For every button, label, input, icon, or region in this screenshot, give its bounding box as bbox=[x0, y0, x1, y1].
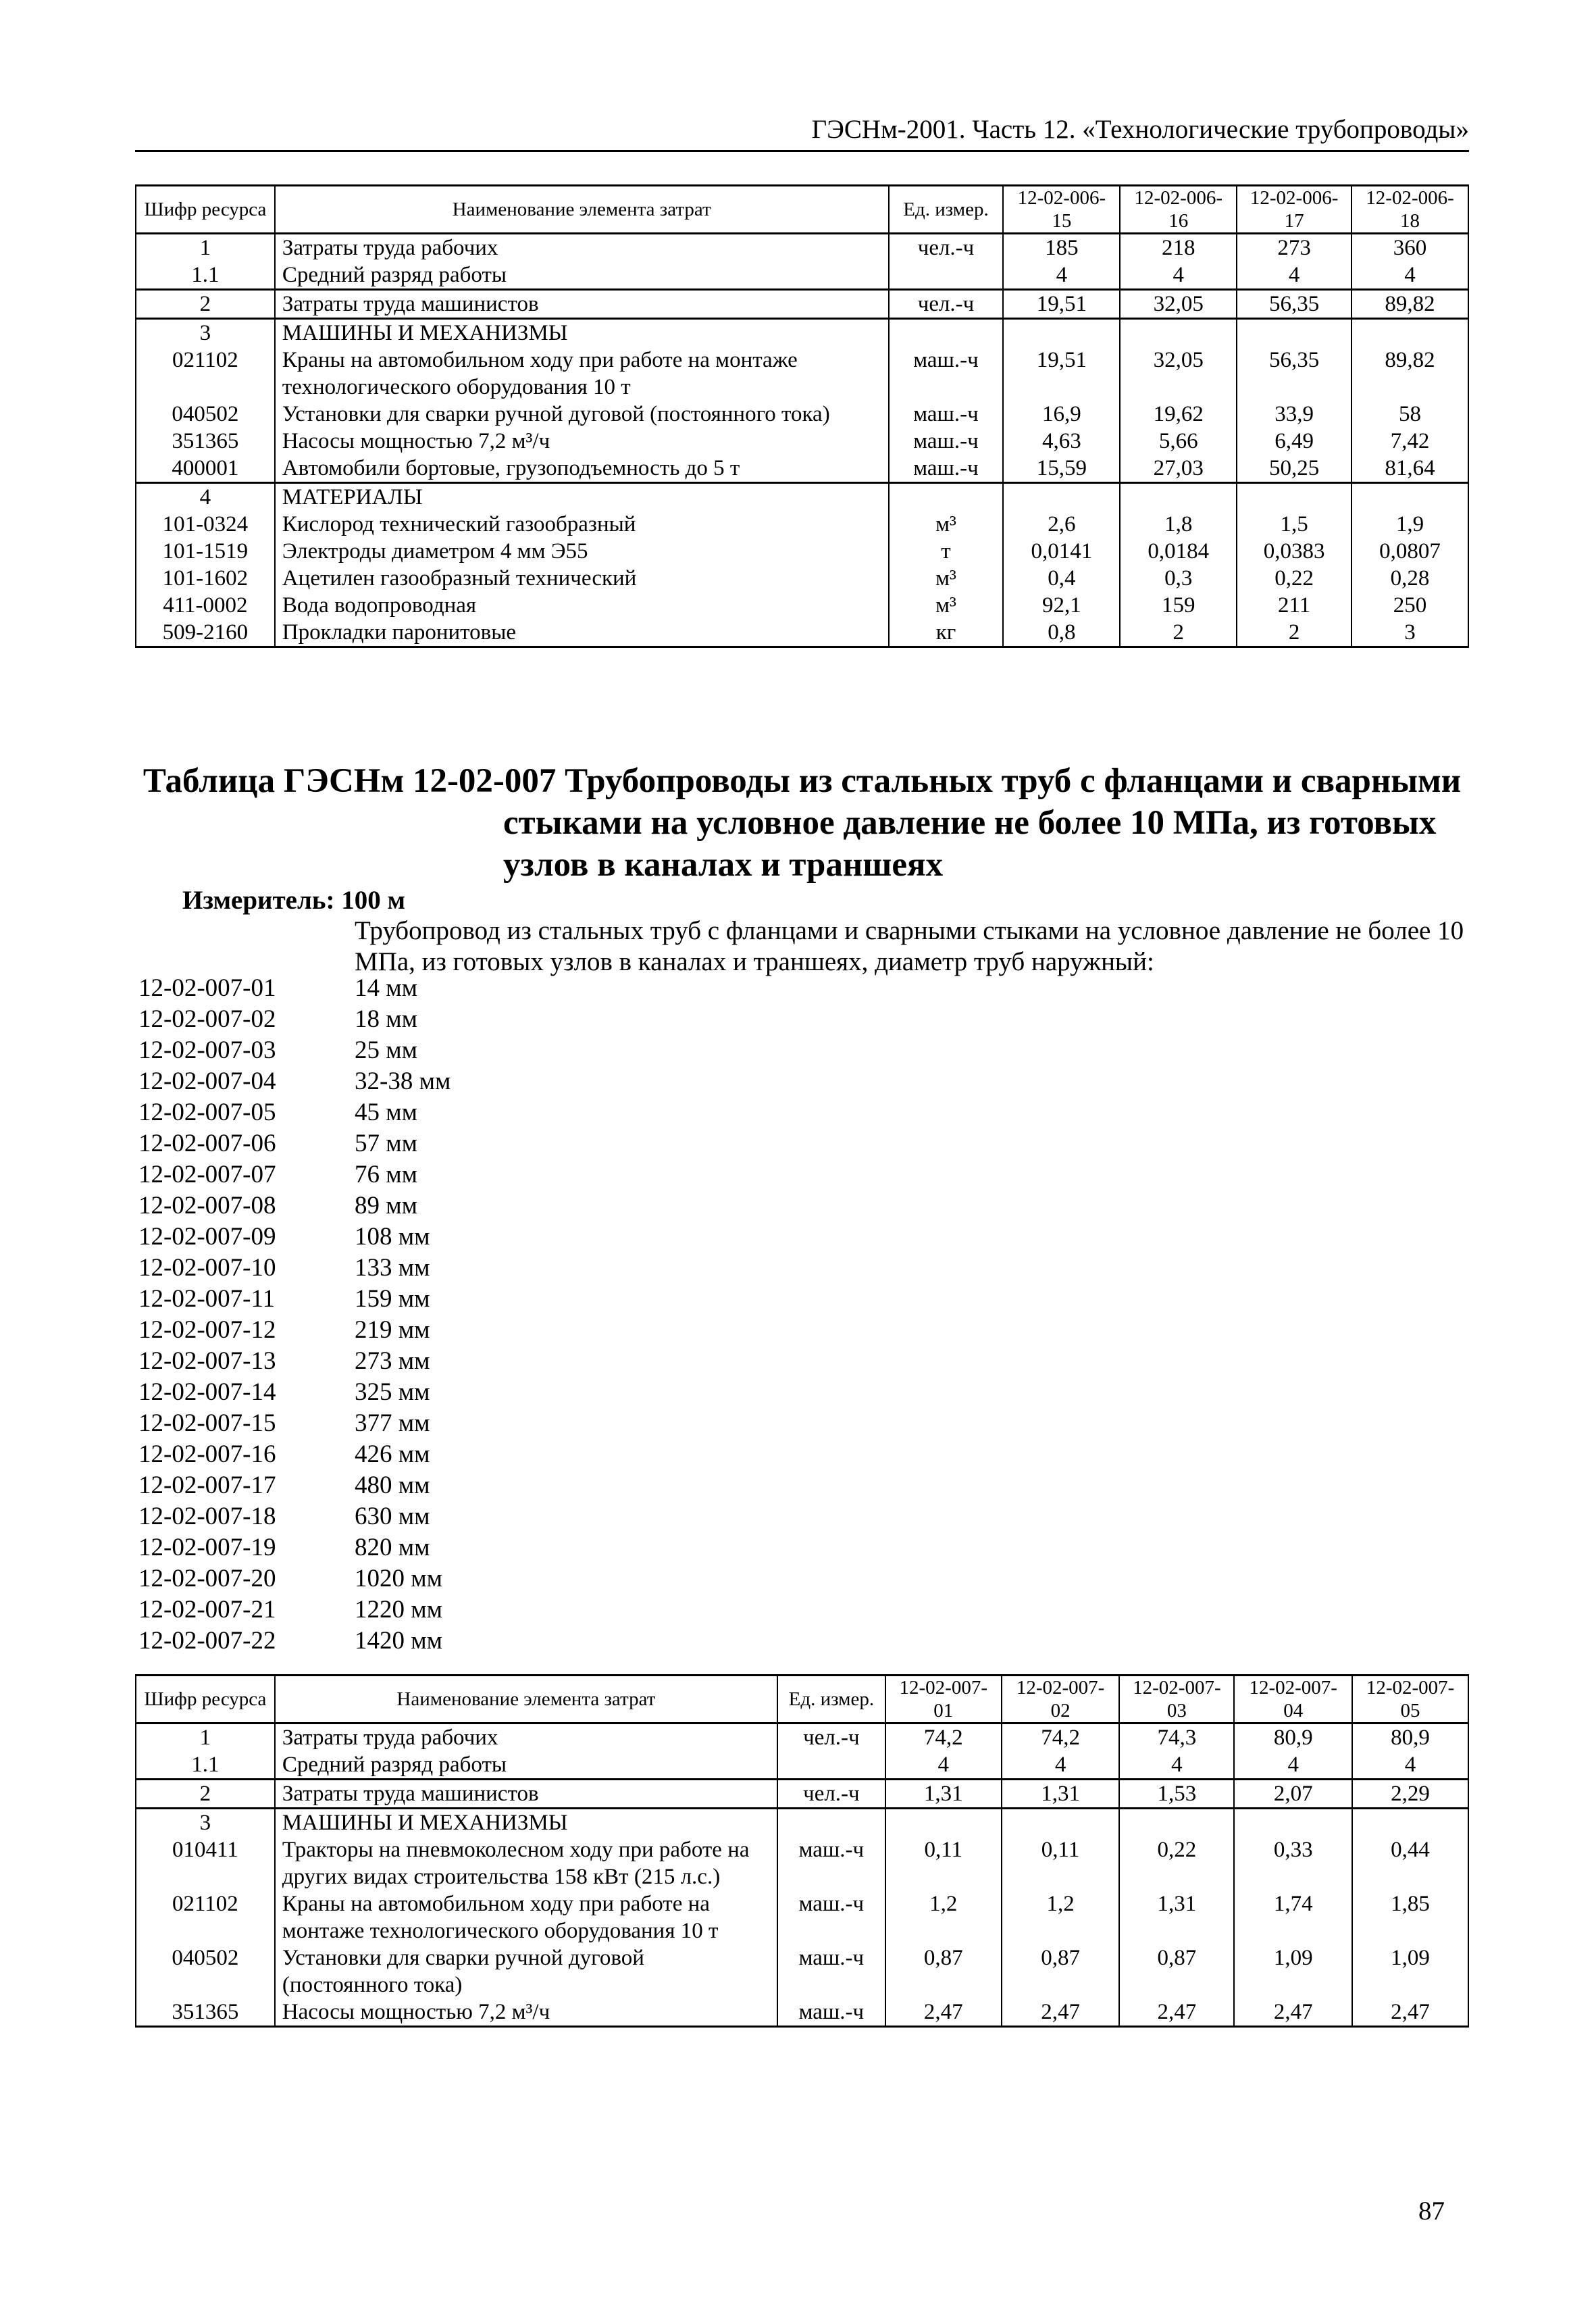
table-row bbox=[136, 1890, 1468, 1944]
resource-value: 81,64 bbox=[1352, 455, 1468, 483]
resource-value: 15,59 bbox=[1003, 455, 1120, 483]
resource-value: 4 bbox=[885, 1751, 1002, 1780]
list-item bbox=[138, 1626, 451, 1657]
header-col: 12-02-007-02 bbox=[1002, 1676, 1120, 1724]
title-line: узлов в каналах и траншеях bbox=[503, 846, 944, 884]
resource-value: 4 bbox=[1234, 1751, 1352, 1780]
resource-value: 92,1 bbox=[1003, 592, 1120, 619]
list-item bbox=[138, 1532, 451, 1563]
resource-code: 1.1 bbox=[136, 261, 275, 290]
resource-value: 250 bbox=[1352, 592, 1468, 619]
resource-value: 4 bbox=[1120, 261, 1237, 290]
resource-name: Затраты труда рабочих bbox=[275, 1724, 777, 1752]
resource-value: 2,6 bbox=[1003, 511, 1120, 538]
resource-code: 010411 bbox=[136, 1836, 275, 1890]
item-size: 76 мм bbox=[355, 1161, 418, 1188]
resource-value: 0,4 bbox=[1003, 565, 1120, 592]
item-size: 1020 мм bbox=[355, 1565, 443, 1592]
resource-name: Кислород технический газообразный bbox=[275, 511, 889, 538]
resource-value: 16,9 bbox=[1003, 401, 1120, 428]
resource-value: 0,87 bbox=[885, 1944, 1002, 1998]
list-item bbox=[138, 1470, 451, 1501]
item-size: 133 мм bbox=[355, 1254, 430, 1282]
resource-value bbox=[1003, 319, 1120, 347]
table-row bbox=[136, 1780, 1468, 1809]
resource-code: 101-1519 bbox=[136, 538, 275, 565]
item-code: 12-02-007-13 bbox=[138, 1347, 276, 1375]
resource-value: 19,51 bbox=[1003, 347, 1120, 401]
item-code: 12-02-007-02 bbox=[138, 1005, 276, 1033]
resource-unit: маш.-ч bbox=[889, 401, 1004, 428]
item-size: 108 мм bbox=[355, 1223, 430, 1251]
item-size: 219 мм bbox=[355, 1316, 430, 1344]
item-size: 89 мм bbox=[355, 1192, 418, 1219]
resource-value: 33,9 bbox=[1237, 401, 1352, 428]
table-row bbox=[136, 1809, 1468, 1837]
resource-value: 74,3 bbox=[1119, 1724, 1234, 1752]
meter-label: Измеритель: 100 м bbox=[182, 886, 406, 915]
resource-value: 4 bbox=[1002, 1751, 1120, 1780]
resource-code: 4 bbox=[136, 483, 275, 511]
resource-code: 101-0324 bbox=[136, 511, 275, 538]
resource-value: 0,0807 bbox=[1352, 538, 1468, 565]
item-code: 12-02-007-10 bbox=[138, 1254, 276, 1282]
header-col: 12-02-006-15 bbox=[1003, 186, 1120, 234]
list-item bbox=[138, 1284, 451, 1315]
item-code: 12-02-007-12 bbox=[138, 1316, 276, 1344]
resource-value: 1,5 bbox=[1237, 511, 1352, 538]
list-item bbox=[138, 1222, 451, 1253]
resource-unit: т bbox=[889, 538, 1004, 565]
resource-value: 2,47 bbox=[1119, 1998, 1234, 2027]
resource-value: 50,25 bbox=[1237, 455, 1352, 483]
resource-name: Насосы мощностью 7,2 м³/ч bbox=[275, 428, 889, 455]
resource-value: 4,63 bbox=[1003, 428, 1120, 455]
resource-value: 80,9 bbox=[1352, 1724, 1468, 1752]
table-row bbox=[136, 538, 1468, 565]
table-body bbox=[136, 1724, 1468, 2027]
resource-name: Средний разряд работы bbox=[275, 261, 889, 290]
list-item bbox=[138, 1594, 451, 1626]
list-item bbox=[138, 973, 451, 1004]
table-row bbox=[136, 1724, 1468, 1752]
resource-value: 74,2 bbox=[885, 1724, 1002, 1752]
resource-unit: м³ bbox=[889, 565, 1004, 592]
table-row bbox=[136, 234, 1468, 262]
table-row bbox=[136, 1944, 1468, 1998]
item-size: 1420 мм bbox=[355, 1627, 443, 1655]
resource-value: 19,51 bbox=[1003, 290, 1120, 319]
resource-table-006 bbox=[135, 184, 1469, 648]
resource-name: МАШИНЫ И МЕХАНИЗМЫ bbox=[275, 319, 889, 347]
list-item bbox=[138, 1159, 451, 1190]
header-col: 12-02-006-17 bbox=[1237, 186, 1352, 234]
resource-value: 4 bbox=[1352, 1751, 1468, 1780]
item-size: 630 мм bbox=[355, 1503, 430, 1530]
table-body bbox=[136, 234, 1468, 647]
item-code: 12-02-007-05 bbox=[138, 1099, 276, 1126]
list-item bbox=[138, 1190, 451, 1222]
item-code: 12-02-007-03 bbox=[138, 1036, 276, 1064]
item-size: 14 мм bbox=[355, 974, 418, 1002]
resource-value: 2 bbox=[1120, 619, 1237, 647]
item-code: 12-02-007-17 bbox=[138, 1472, 276, 1499]
resource-unit bbox=[889, 261, 1004, 290]
resource-name: Ацетилен газообразный технический bbox=[275, 565, 889, 592]
resource-value: 0,0141 bbox=[1003, 538, 1120, 565]
resource-unit bbox=[777, 1751, 885, 1780]
item-code: 12-02-007-01 bbox=[138, 974, 276, 1002]
resource-code: 351365 bbox=[136, 428, 275, 455]
resource-value: 0,22 bbox=[1119, 1836, 1234, 1890]
resource-unit: маш.-ч bbox=[889, 428, 1004, 455]
item-size: 426 мм bbox=[355, 1440, 430, 1468]
item-code: 12-02-007-08 bbox=[138, 1192, 276, 1219]
resource-value: 0,87 bbox=[1002, 1944, 1120, 1998]
table-row bbox=[136, 319, 1468, 347]
resource-value: 2,47 bbox=[885, 1998, 1002, 2027]
item-size: 820 мм bbox=[355, 1534, 430, 1561]
item-code: 12-02-007-22 bbox=[138, 1627, 276, 1655]
header-code: Шифр ресурса bbox=[136, 186, 275, 234]
resource-value: 0,3 bbox=[1120, 565, 1237, 592]
resource-value: 4 bbox=[1119, 1751, 1234, 1780]
header-rule bbox=[135, 150, 1469, 152]
resource-value: 89,82 bbox=[1352, 347, 1468, 401]
item-size: 45 мм bbox=[355, 1099, 418, 1126]
resource-value: 1,53 bbox=[1119, 1780, 1234, 1809]
resource-value: 2,47 bbox=[1352, 1998, 1468, 2027]
table-row bbox=[136, 401, 1468, 428]
item-code: 12-02-007-19 bbox=[138, 1534, 276, 1561]
resource-value: 32,05 bbox=[1120, 347, 1237, 401]
resource-value bbox=[1352, 483, 1468, 511]
item-code: 12-02-007-21 bbox=[138, 1596, 276, 1624]
table-row bbox=[136, 511, 1468, 538]
resource-unit bbox=[889, 483, 1004, 511]
table-row bbox=[136, 261, 1468, 290]
resource-value: 0,0184 bbox=[1120, 538, 1237, 565]
resource-value: 0,44 bbox=[1352, 1836, 1468, 1890]
resource-value bbox=[1119, 1809, 1234, 1837]
running-header: ГЭСНм-2001. Часть 12. «Технологические трубопроводы» bbox=[811, 115, 1469, 144]
resource-value: 1,2 bbox=[1002, 1890, 1120, 1944]
resource-value bbox=[1352, 319, 1468, 347]
header-code: Шифр ресурса bbox=[136, 1676, 275, 1724]
list-item bbox=[138, 1128, 451, 1159]
resource-unit: маш.-ч bbox=[777, 1836, 885, 1890]
resource-name: Средний разряд работы bbox=[275, 1751, 777, 1780]
item-size: 325 мм bbox=[355, 1378, 430, 1406]
list-item bbox=[138, 1346, 451, 1377]
item-size: 57 мм bbox=[355, 1130, 418, 1157]
title-line: Таблица ГЭСНм 12-02-007 Трубопроводы из стальных труб с фланцами и сварными bbox=[143, 762, 1462, 800]
resource-unit: чел.-ч bbox=[777, 1780, 885, 1809]
resource-value: 159 bbox=[1120, 592, 1237, 619]
table-row bbox=[136, 1836, 1468, 1890]
resource-name: Краны на автомобильном ходу при работе на монтаже технологического оборудования 10 т bbox=[275, 347, 889, 401]
resource-value: 1,09 bbox=[1352, 1944, 1468, 1998]
resource-unit: маш.-ч bbox=[777, 1998, 885, 2027]
table-row bbox=[136, 565, 1468, 592]
resource-name: Тракторы на пневмоколесном ходу при работе на других видах строительства 158 кВт (215 л.с.) bbox=[275, 1836, 777, 1890]
list-item bbox=[138, 1097, 451, 1128]
header-col: 12-02-006-18 bbox=[1352, 186, 1468, 234]
header-col: 12-02-007-03 bbox=[1119, 1676, 1234, 1724]
resource-name: МАТЕРИАЛЫ bbox=[275, 483, 889, 511]
resource-value: 0,11 bbox=[1002, 1836, 1120, 1890]
resource-value: 3 bbox=[1352, 619, 1468, 647]
resource-unit: маш.-ч bbox=[777, 1890, 885, 1944]
resource-code: 2 bbox=[136, 290, 275, 319]
list-item bbox=[138, 1563, 451, 1594]
header-col: 12-02-007-04 bbox=[1234, 1676, 1352, 1724]
resource-value: 4 bbox=[1352, 261, 1468, 290]
header-unit: Ед. измер. bbox=[777, 1676, 885, 1724]
resource-code: 040502 bbox=[136, 1944, 275, 1998]
resource-value: 1,31 bbox=[1119, 1890, 1234, 1944]
resource-value bbox=[1120, 483, 1237, 511]
resource-unit: м³ bbox=[889, 511, 1004, 538]
table-row bbox=[136, 483, 1468, 511]
item-code: 12-02-007-11 bbox=[138, 1285, 276, 1313]
item-code: 12-02-007-04 bbox=[138, 1067, 276, 1095]
resource-value: 1,74 bbox=[1234, 1890, 1352, 1944]
resource-code: 1 bbox=[136, 234, 275, 262]
resource-value: 80,9 bbox=[1234, 1724, 1352, 1752]
header-name: Наименование элемента затрат bbox=[275, 1676, 777, 1724]
resource-value: 32,05 bbox=[1120, 290, 1237, 319]
item-code: 12-02-007-18 bbox=[138, 1503, 276, 1530]
resource-table-007 bbox=[135, 1674, 1469, 2028]
resource-unit bbox=[889, 319, 1004, 347]
list-item bbox=[138, 1439, 451, 1470]
item-size: 1220 мм bbox=[355, 1596, 443, 1624]
resource-value: 2,07 bbox=[1234, 1780, 1352, 1809]
table-row bbox=[136, 455, 1468, 483]
item-size: 377 мм bbox=[355, 1409, 430, 1437]
item-code: 12-02-007-07 bbox=[138, 1161, 276, 1188]
resource-code: 040502 bbox=[136, 401, 275, 428]
resource-value: 89,82 bbox=[1352, 290, 1468, 319]
resource-value bbox=[885, 1809, 1002, 1837]
table-row bbox=[136, 428, 1468, 455]
resource-name: Автомобили бортовые, грузоподъемность до 5 т bbox=[275, 455, 889, 483]
header-col: 12-02-006-16 bbox=[1120, 186, 1237, 234]
resource-value: 27,03 bbox=[1120, 455, 1237, 483]
resource-value: 2,47 bbox=[1234, 1998, 1352, 2027]
resource-name: МАШИНЫ И МЕХАНИЗМЫ bbox=[275, 1809, 777, 1837]
resource-value: 56,35 bbox=[1237, 290, 1352, 319]
list-item bbox=[138, 1377, 451, 1408]
list-item bbox=[138, 1315, 451, 1346]
resource-code: 021102 bbox=[136, 1890, 275, 1944]
table-row bbox=[136, 347, 1468, 401]
item-code: 12-02-007-15 bbox=[138, 1409, 276, 1437]
resource-value: 6,49 bbox=[1237, 428, 1352, 455]
resource-value: 0,0383 bbox=[1237, 538, 1352, 565]
table-title bbox=[135, 760, 1469, 886]
item-code: 12-02-007-16 bbox=[138, 1440, 276, 1468]
resource-value: 0,28 bbox=[1352, 565, 1468, 592]
table-row bbox=[136, 1998, 1468, 2027]
header-name: Наименование элемента затрат bbox=[275, 186, 889, 234]
item-code: 12-02-007-06 bbox=[138, 1130, 276, 1157]
item-code: 12-02-007-20 bbox=[138, 1565, 276, 1592]
resource-unit: маш.-ч bbox=[889, 347, 1004, 401]
list-item bbox=[138, 1501, 451, 1532]
resource-code: 2 bbox=[136, 1780, 275, 1809]
item-size: 480 мм bbox=[355, 1472, 430, 1499]
resource-value: 2 bbox=[1237, 619, 1352, 647]
resource-value: 0,8 bbox=[1003, 619, 1120, 647]
resource-value bbox=[1234, 1809, 1352, 1837]
resource-value: 58 bbox=[1352, 401, 1468, 428]
resource-unit: чел.-ч bbox=[889, 234, 1004, 262]
resource-unit: кг bbox=[889, 619, 1004, 647]
item-size: 159 мм bbox=[355, 1285, 430, 1313]
resource-code: 021102 bbox=[136, 347, 275, 401]
resource-value: 1,2 bbox=[885, 1890, 1002, 1944]
resource-name: Затраты труда машинистов bbox=[275, 1780, 777, 1809]
resource-name: Установки для сварки ручной дуговой (постоянного тока) bbox=[275, 1944, 777, 1998]
header-unit: Ед. измер. bbox=[889, 186, 1004, 234]
resource-unit: м³ bbox=[889, 592, 1004, 619]
table-row bbox=[136, 1751, 1468, 1780]
resource-code: 351365 bbox=[136, 1998, 275, 2027]
resource-value: 5,66 bbox=[1120, 428, 1237, 455]
resource-value: 4 bbox=[1003, 261, 1120, 290]
table-row bbox=[136, 290, 1468, 319]
resource-code: 3 bbox=[136, 1809, 275, 1837]
title-line: стыками на условное давление не более 10 МПа, из готовых bbox=[503, 804, 1437, 842]
resource-value: 211 bbox=[1237, 592, 1352, 619]
resource-value bbox=[1120, 319, 1237, 347]
item-size: 25 мм bbox=[355, 1036, 418, 1064]
item-code: 12-02-007-09 bbox=[138, 1223, 276, 1251]
resource-value bbox=[1002, 1809, 1120, 1837]
resource-value: 0,87 bbox=[1119, 1944, 1234, 1998]
resource-unit: маш.-ч bbox=[889, 455, 1004, 483]
resource-value: 56,35 bbox=[1237, 347, 1352, 401]
resource-name: Затраты труда машинистов bbox=[275, 290, 889, 319]
list-item bbox=[138, 1253, 451, 1284]
header-col: 12-02-007-05 bbox=[1352, 1676, 1468, 1724]
resource-value: 1,31 bbox=[1002, 1780, 1120, 1809]
resource-value bbox=[1352, 1809, 1468, 1837]
resource-value: 0,22 bbox=[1237, 565, 1352, 592]
resource-value: 1,85 bbox=[1352, 1890, 1468, 1944]
page-number: 87 bbox=[1418, 2196, 1445, 2225]
resource-name: Прокладки паронитовые bbox=[275, 619, 889, 647]
table-row bbox=[136, 592, 1468, 619]
resource-value: 19,62 bbox=[1120, 401, 1237, 428]
resource-value: 185 bbox=[1003, 234, 1120, 262]
resource-value: 0,33 bbox=[1234, 1836, 1352, 1890]
resource-value bbox=[1237, 319, 1352, 347]
item-size: 273 мм bbox=[355, 1347, 430, 1375]
resource-code: 3 bbox=[136, 319, 275, 347]
list-item bbox=[138, 1004, 451, 1035]
resource-code: 400001 bbox=[136, 455, 275, 483]
resource-value: 1,9 bbox=[1352, 511, 1468, 538]
header-col: 12-02-007-01 bbox=[885, 1676, 1002, 1724]
resource-value: 360 bbox=[1352, 234, 1468, 262]
description: Трубопровод из стальных труб с фланцами и сварными стыками на условное давление не более 10 МПа, из готовых узлов в каналах и траншеях, диаметр труб наружный: bbox=[355, 916, 1464, 976]
resource-code: 509-2160 bbox=[136, 619, 275, 647]
list-item bbox=[138, 1035, 451, 1066]
resource-code: 411-0002 bbox=[136, 592, 275, 619]
resource-name: Вода водопроводная bbox=[275, 592, 889, 619]
resource-unit: чел.-ч bbox=[889, 290, 1004, 319]
resource-unit: чел.-ч bbox=[777, 1724, 885, 1752]
resource-value bbox=[1003, 483, 1120, 511]
resource-value: 1,8 bbox=[1120, 511, 1237, 538]
resource-value: 7,42 bbox=[1352, 428, 1468, 455]
resource-value: 1,09 bbox=[1234, 1944, 1352, 1998]
resource-name: Затраты труда рабочих bbox=[275, 234, 889, 262]
table-row bbox=[136, 619, 1468, 647]
resource-code: 1 bbox=[136, 1724, 275, 1752]
resource-unit bbox=[777, 1809, 885, 1837]
list-item bbox=[138, 1408, 451, 1439]
code-list bbox=[138, 973, 451, 1657]
resource-name: Краны на автомобильном ходу при работе на монтаже технологического оборудования 10 т bbox=[275, 1890, 777, 1944]
resource-name: Электроды диаметром 4 мм Э55 bbox=[275, 538, 889, 565]
resource-value: 4 bbox=[1237, 261, 1352, 290]
item-size: 32-38 мм bbox=[355, 1067, 451, 1095]
resource-name: Насосы мощностью 7,2 м³/ч bbox=[275, 1998, 777, 2027]
resource-value bbox=[1237, 483, 1352, 511]
resource-value: 74,2 bbox=[1002, 1724, 1120, 1752]
resource-value: 1,31 bbox=[885, 1780, 1002, 1809]
resource-unit: маш.-ч bbox=[777, 1944, 885, 1998]
resource-code: 1.1 bbox=[136, 1751, 275, 1780]
resource-value: 273 bbox=[1237, 234, 1352, 262]
resource-name: Установки для сварки ручной дуговой (постоянного тока) bbox=[275, 401, 889, 428]
item-size: 18 мм bbox=[355, 1005, 418, 1033]
resource-value: 0,11 bbox=[885, 1836, 1002, 1890]
resource-code: 101-1602 bbox=[136, 565, 275, 592]
resource-value: 2,47 bbox=[1002, 1998, 1120, 2027]
resource-value: 218 bbox=[1120, 234, 1237, 262]
list-item bbox=[138, 1066, 451, 1097]
item-code: 12-02-007-14 bbox=[138, 1378, 276, 1406]
resource-value: 2,29 bbox=[1352, 1780, 1468, 1809]
